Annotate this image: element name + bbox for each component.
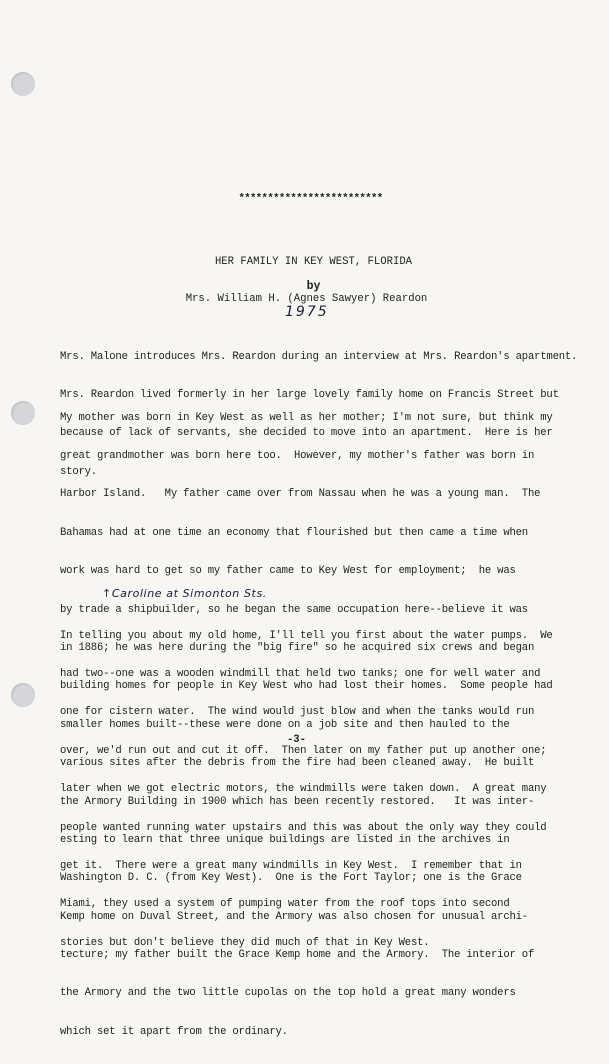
text-line: Mrs. Reardon lived formerly in her large lovely family home on Francis Street but — [60, 388, 559, 401]
text-line: by trade a shipbuilder, so he began the same occupation here--believe it was — [60, 603, 528, 616]
text-line: had two--one was a wooden windmill that held two tanks; one for well water and — [60, 667, 541, 680]
text-line: which set it apart from the ordinary. — [60, 1025, 288, 1038]
text-line: building homes for people in Key West who had lost their homes. Some people had — [60, 680, 553, 693]
text-line: tecture; my father built the Grace Kemp home and the Armory. The interior of — [60, 949, 535, 962]
text-line: story. — [60, 465, 97, 478]
punch-hole — [11, 683, 35, 707]
text-line: stories but don't believe they did much of that in Key West. — [60, 936, 430, 949]
text-line: because of lack of servants, she decided to move into an apartment. Here is her — [60, 427, 553, 440]
text-line: smaller homes built--these were done on a job site and then hauled to the — [60, 718, 510, 731]
paragraph-water-pumps — [60, 604, 553, 975]
text-line: In telling you about my old home, I'll tell you first about the water pumps. We — [60, 629, 553, 642]
byline-by: by — [306, 280, 321, 293]
text-line: esting to learn that three unique buildings are listed in the archives in — [60, 833, 510, 846]
separator-line: ************************* — [238, 193, 383, 205]
punch-hole — [11, 401, 35, 425]
text-line: Bahamas had at one time an economy that flourished but then came a time when — [60, 526, 528, 539]
text-line: later when we got electric motors, the windmills were taken down. A great many — [60, 783, 547, 796]
page-number: -3- — [286, 734, 307, 746]
document-title: HER FAMILY IN KEY WEST, FLORIDA — [214, 256, 413, 268]
text-line: people wanted running water upstairs and this was about the only way they could — [60, 821, 547, 834]
text-line: great grandmother was born here too. However, my mother's father was born in — [60, 449, 535, 462]
handwritten-year: 1975 — [285, 304, 329, 320]
author-name: Mrs. William H. (Agnes Sawyer) Reardon — [185, 293, 428, 305]
text-line: Washington D. C. (from Key West). One is the Fort Taylor; one is the Grace — [60, 872, 522, 885]
punch-hole — [11, 72, 35, 96]
caret-mark: ↑ — [102, 587, 112, 600]
text-line: Harbor Island. My father came over from Nassau when he was a young man. The — [60, 488, 541, 501]
handwritten-insert-text: Caroline at Simonton Sts. — [111, 587, 267, 600]
text-line: various sites after the debris from the fire had been cleaned away. He built — [60, 757, 535, 770]
handwritten-insert — [102, 587, 267, 600]
text-line: one for cistern water. The wind would just blow and when the tanks would run — [60, 706, 535, 719]
text-line: Mrs. Malone introduces Mrs. Reardon during an interview at Mrs. Reardon's apartment. — [60, 350, 578, 363]
text-line: over, we'd run out and cut it off. Then later on my father put up another one; — [60, 744, 547, 757]
text-line: the Armory Building in 1900 which has been recently restored. It was inter- — [60, 795, 535, 808]
text-line: the Armory and the two little cupolas on the top hold a great many wonders — [60, 987, 516, 1000]
text-line: in 1886; he was here during the "big fire" so he acquired six crews and began — [60, 641, 535, 654]
text-line: My mother was born in Key West as well as her mother; I'm not sure, but think my — [60, 411, 553, 424]
text-line: get it. There were a great many windmills in Key West. I remember that in — [60, 859, 522, 872]
text-line: Miami, they used a system of pumping water from the roof tops into second — [60, 898, 510, 911]
text-line: work was hard to get so my father came to Key West for employment; he was — [60, 565, 516, 578]
text-line: Kemp home on Duval Street, and the Armory was also chosen for unusual archi- — [60, 910, 528, 923]
